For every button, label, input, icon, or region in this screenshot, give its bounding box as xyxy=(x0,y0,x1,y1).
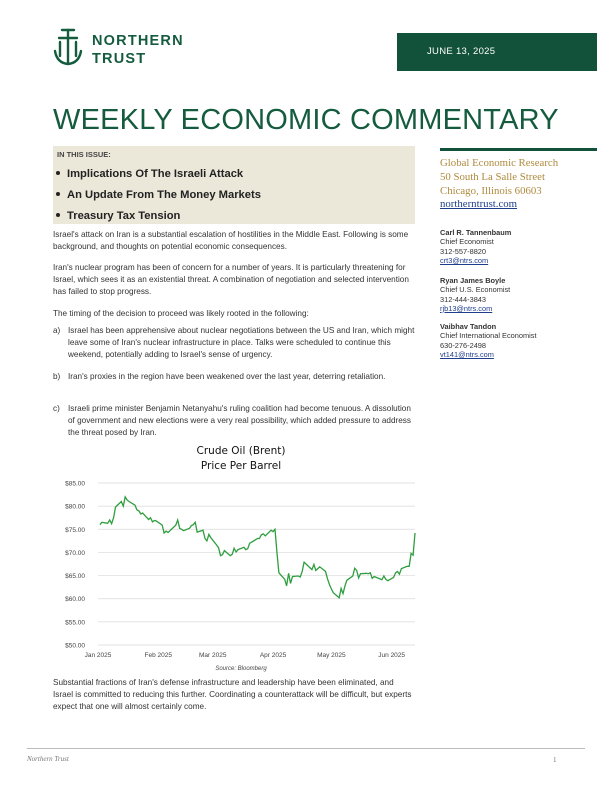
contact-phone: 630-276-2498 xyxy=(440,340,487,350)
chart-series-line xyxy=(100,497,415,598)
chart-x-ticks xyxy=(85,652,406,659)
contact-title: Chief International Economist xyxy=(440,331,537,341)
y-tick-label: $85.00 xyxy=(65,480,85,488)
sidebar-org: Global Economic Research xyxy=(440,157,559,169)
contact-name: Ryan James Boyle xyxy=(440,276,506,285)
list-item-text: Iran's proxies in the region have been weakened over the last year, deterring retaliation. xyxy=(68,372,386,381)
x-tick-label: Feb 2025 xyxy=(144,652,173,659)
body-paragraph-4: Substantial fractions of Iran's defense infrastructure and leadership have been eliminated, and Israel is committed to reducing this further. Coordinating a counterattack will be difficult, but experts expect that one will almost certainly come. xyxy=(53,678,412,712)
list-marker: c) xyxy=(53,404,60,413)
page-title: WEEKLY ECONOMIC COMMENTARY xyxy=(53,104,559,136)
sidebar-street: 50 South La Salle Street xyxy=(440,171,545,183)
contact-card xyxy=(440,228,511,265)
contact-title: Chief Economist xyxy=(440,237,494,247)
contact-name: Vaibhav Tandon xyxy=(440,322,497,331)
chart-gridlines xyxy=(98,483,415,645)
contact-email-link[interactable]: vt141@ntrs.com xyxy=(440,349,494,359)
issue-box xyxy=(53,146,415,224)
sidebar-website-link[interactable]: northerntrust.com xyxy=(440,198,518,210)
y-tick-label: $75.00 xyxy=(65,526,85,534)
list-item-text: Israeli prime minister Benjamin Netanyahu's ruling coalition had become tenuous. A dissolution of government and new elections were a very real possibility, which added pressure to address the threat posed by Iran. xyxy=(68,404,411,438)
issue-item: An Update From The Money Markets xyxy=(56,189,261,201)
x-tick-label: Jun 2025 xyxy=(378,652,406,659)
y-tick-label: $55.00 xyxy=(65,619,85,627)
publication-date: JUNE 13, 2025 xyxy=(427,46,496,57)
x-tick-label: Jan 2025 xyxy=(84,652,112,659)
sidebar-rule xyxy=(440,148,597,151)
list-marker: b) xyxy=(53,372,61,381)
x-tick-label: Apr 2025 xyxy=(259,652,287,659)
contact-card xyxy=(440,322,537,359)
y-tick-label: $70.00 xyxy=(65,549,85,557)
issue-item: Implications Of The Israeli Attack xyxy=(56,168,243,180)
brent-crude-chart xyxy=(53,442,423,677)
sidebar-city: Chicago, Illinois 60603 xyxy=(440,185,542,197)
contact-email-link[interactable]: crt3@ntrs.com xyxy=(440,255,489,265)
x-tick-label: May 2025 xyxy=(317,652,346,659)
contact-email-link[interactable]: rjb13@ntrs.com xyxy=(440,303,493,313)
page-number: 1 xyxy=(553,756,557,764)
x-tick-label: Mar 2025 xyxy=(199,652,227,659)
contact-title: Chief U.S. Economist xyxy=(440,285,511,295)
chart-title: Crude Oil (Brent) xyxy=(196,445,286,457)
northern-trust-logo xyxy=(52,27,192,71)
bullet-icon xyxy=(56,213,60,217)
footer-brand: Northern Trust xyxy=(27,755,69,763)
body-paragraph-1: Israel's attack on Iran is a substantial escalation of hostilities in the Middle East. Following is some background, and thoughts on potential economic consequences. xyxy=(53,230,409,252)
contact-name: Carl R. Tannenbaum xyxy=(440,228,512,237)
logo-wordmark-line2: TRUST xyxy=(92,51,147,67)
chart-source: Source: Bloomberg xyxy=(215,666,267,672)
list-item xyxy=(53,371,415,383)
contact-phone: 312-444-3843 xyxy=(440,294,487,304)
issue-item: Treasury Tax Tension xyxy=(56,210,180,222)
y-tick-label: $50.00 xyxy=(65,642,85,650)
anchor-logo-icon xyxy=(52,27,84,69)
date-banner xyxy=(397,33,597,71)
bullet-icon xyxy=(56,192,60,196)
issue-heading: IN THIS ISSUE: xyxy=(57,150,111,159)
list-item xyxy=(53,403,415,440)
contact-card xyxy=(440,276,510,313)
chart-y-ticks xyxy=(65,481,85,650)
list-item-text: Israel has been apprehensive about nuclear negotiations between the US and Iran, which might leave some of Iran's nuclear infrastructure in place. Talks were scheduled to continue this weekend, potentially adding to Israel's sense of urgency. xyxy=(68,326,415,360)
contact-phone: 312-557-8820 xyxy=(440,246,487,256)
y-tick-label: $60.00 xyxy=(65,596,85,604)
list-marker: a) xyxy=(53,326,61,335)
y-tick-label: $65.00 xyxy=(65,573,85,581)
chart-subtitle: Price Per Barrel xyxy=(200,460,282,472)
y-tick-label: $80.00 xyxy=(65,503,85,511)
logo-wordmark-line1: NORTHERN xyxy=(92,33,184,49)
body-paragraph-2: Iran's nuclear program has been of concern for a number of years. It is particularly threatening for Israel, which sees it as an existential threat. A combination of negotiation and selected intervention has failed to stop progress. xyxy=(53,263,409,297)
list-item xyxy=(53,325,415,362)
footer-rule xyxy=(27,748,585,749)
bullet-icon xyxy=(56,171,60,175)
body-paragraph-3: The timing of the decision to proceed was likely rooted in the following: xyxy=(53,309,309,318)
